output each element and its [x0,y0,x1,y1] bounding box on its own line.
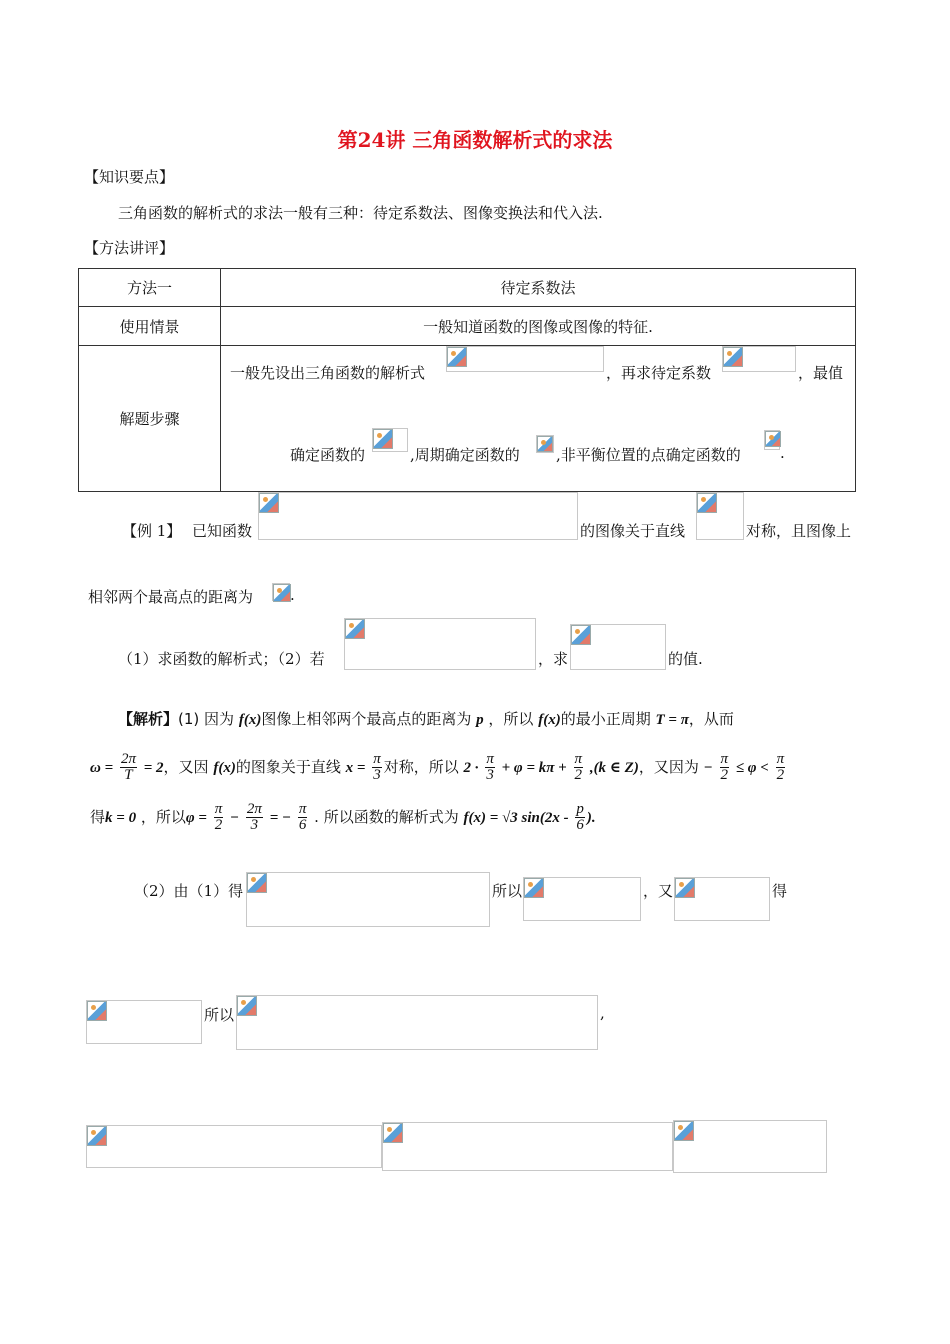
example-label: 【例 1】 [122,522,182,540]
math-period: T = π [655,712,689,728]
steps-line2-a: 确定函数的 [290,446,366,464]
part2-text-b: 所以 [492,882,523,900]
steps-line2-d: . [780,444,785,462]
formula-image [696,492,744,540]
fraction: $\frac{2\pi}{T}$ [120,751,136,783]
math-close: ). [586,810,596,826]
formula-image [86,1125,382,1168]
part3-text-a: 所以 [204,1006,235,1024]
part2-text-d: 得 [772,882,788,900]
solution-text: ，所以 [140,808,186,826]
steps-label-cell: 解题步骤 [79,346,221,492]
image-icon [383,1123,403,1143]
solution-text: 的图象关于直线 [235,758,341,776]
fraction: $\frac{\pi}{6}$ [298,801,307,833]
example-q1: （1）求函数的解析式；（2）若 [118,650,325,668]
method-label-cell: 方法一 [79,269,221,307]
math-p: p [476,712,484,728]
math-k: ,(k ∈ Z) [589,760,639,776]
formula-image [523,877,641,921]
steps-line1-c: ，最值 [798,364,844,382]
math-eq: = 2 [143,760,164,776]
image-icon [247,873,267,893]
solution-text: ，又因为 [638,758,699,776]
formula-image [272,583,290,601]
solution-line-1 [118,708,734,729]
solution-text: 图像上相邻两个最高点的距离为 [261,710,472,728]
math-phi: φ = [185,810,207,826]
image-icon [237,996,257,1016]
fraction: $\frac{2\pi}{3}$ [246,801,262,833]
image-icon [723,347,743,367]
knowledge-text: 三角函数的解析式的求法一般有三种：待定系数法、图像变换法和代入法. [118,204,603,222]
part2-text-c: ，又 [643,882,674,900]
solution-text: 的最小正周期 [560,710,651,728]
steps-line1-a: 一般先设出三角函数的解析式 [230,364,426,382]
example-text-b: 的图像关于直线 [580,522,686,540]
math-k0: k = 0 [105,810,137,826]
solution-label: 【解析】 [118,710,179,728]
solution-text: . 所以函数的解析式为 [314,808,459,826]
example-text-d: 相邻两个最高点的距离为 [88,588,254,606]
math-eq: + φ = kπ + [501,760,567,776]
image-icon [273,584,291,602]
math-final: f(x) = √3 sin(2x - [463,810,569,826]
solution-line-2 [90,752,787,783]
formula-image [382,1122,673,1171]
formula-image [570,624,666,670]
math-ineq: ≤ φ < [735,760,769,776]
formula-image [722,346,796,372]
fraction: $\frac{\pi}{2}$ [214,801,223,833]
formula-image [673,1120,827,1173]
steps-line2-b: ,周期确定函数的 [410,446,520,464]
math-x: x = [345,760,366,776]
fraction: $\frac{p}{6}$ [576,801,584,833]
image-icon [765,431,781,447]
usage-content-cell: 一般知道函数的图像或图像的特征. [221,307,856,346]
image-icon [524,878,544,898]
image-icon [674,1121,694,1141]
example-text-a: 已知函数 [192,522,253,540]
solution-text: 得 [90,808,106,826]
image-icon [373,429,393,449]
solution-text: (1) 因为 [178,710,235,728]
knowledge-heading: 【知识要点】 [84,168,175,186]
steps-line2-c: ,非平衡位置的点确定函数的 [556,446,741,464]
image-icon [259,493,279,513]
part3-text-b: , [600,1004,605,1022]
part2-text-a: （2）由（1）得 [134,882,244,900]
formula-image [674,877,770,921]
example-text-e: . [290,586,295,604]
formula-image [344,618,536,670]
solution-text: ，所以 [488,710,534,728]
fraction: $\frac{\pi}{3}$ [486,751,494,783]
table-row [79,307,856,346]
math-minus: − [230,810,240,826]
math-omega: ω = [90,760,114,776]
math-fx: f(x) [538,712,561,728]
table-row [79,269,856,307]
math-fx: f(x) [213,760,236,776]
image-icon [87,1001,107,1021]
formula-image [372,428,408,452]
math-two: 2 · [463,760,479,776]
image-icon [697,493,717,513]
page-title: 第24讲 三角函数解析式的求法 [337,128,613,152]
solution-text: 对称，所以 [383,758,459,776]
formula-image [258,492,578,540]
math-fx: f(x) [238,712,262,728]
solution-line-3 [90,802,596,833]
image-icon [675,878,695,898]
image-icon [447,347,467,367]
method-name-cell: 待定系数法 [221,269,856,307]
fraction: $\frac{\pi}{2}$ [776,751,785,783]
image-icon [537,436,553,452]
image-icon [571,625,591,645]
formula-image [446,346,604,372]
image-icon [345,619,365,639]
math-neg: − [703,760,713,776]
steps-line1-b: ，再求待定系数 [606,364,712,382]
fraction: $\frac{\pi}{2}$ [574,751,583,783]
formula-image [236,995,598,1050]
fraction: $\frac{\pi}{2}$ [720,751,729,783]
example-q3: 的值. [668,650,703,668]
formula-image [764,430,780,450]
fraction: $\frac{\pi}{3}$ [373,751,381,783]
formula-image [246,872,490,927]
method-heading: 【方法讲评】 [84,239,175,257]
solution-text: ，从而 [688,710,734,728]
math-eq: = − [269,810,292,826]
formula-image [536,435,554,453]
image-icon [87,1126,107,1146]
example-text-c: 对称，且图像上 [746,522,852,540]
solution-text: ，又因 [163,758,209,776]
usage-label-cell: 使用情景 [79,307,221,346]
example-q2: ，求 [538,650,569,668]
formula-image [86,1000,202,1044]
